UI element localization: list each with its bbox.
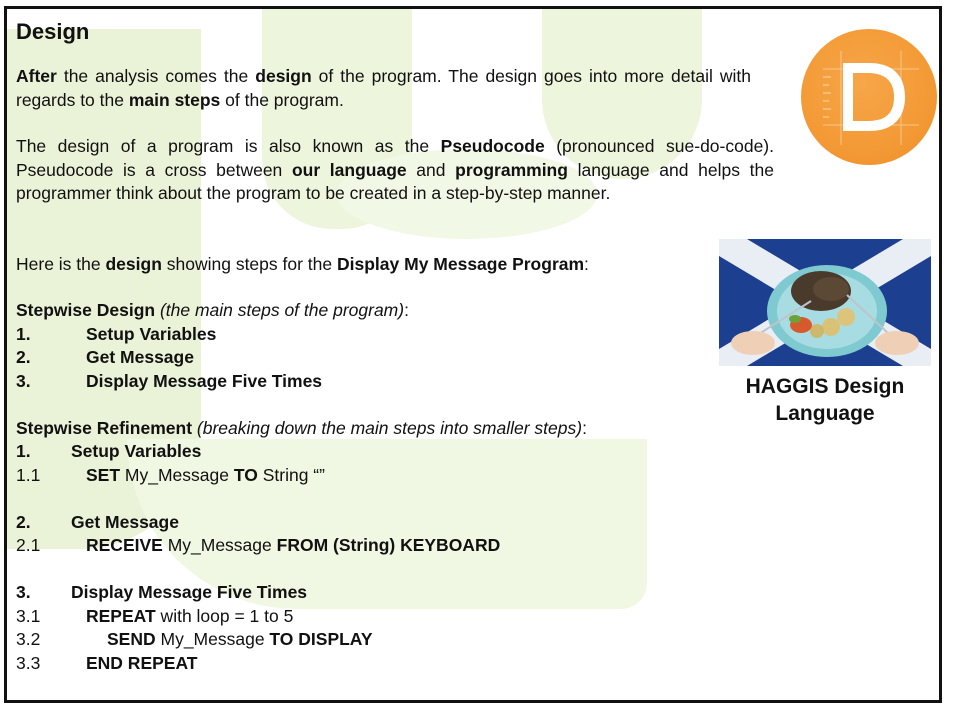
text-run: of the program. [220,89,344,110]
intro-paragraph-3 [16,253,716,277]
text-run: language and helps the programmer think about the program to be created in a step-by-step manner. [16,159,774,203]
text-run: : [584,254,589,274]
keyword: RECEIVE [86,535,163,555]
photo-caption [719,373,931,427]
keyword: SEND [107,629,156,649]
caption-line-1: HAGGIS Design [745,375,905,398]
page-title: Design [16,19,90,44]
stepwise-refinement-heading [16,417,587,440]
substep-number: 3.2 [16,629,41,649]
saltire-plate-image [719,239,931,366]
refinement-step [16,511,179,534]
step-number: 3. [16,582,31,602]
step-number: 1. [16,324,31,344]
text-run: Pseudocode [440,136,545,156]
text-run: After [16,66,57,86]
text-run: main steps [128,89,221,110]
intro-paragraph-1 [16,65,751,112]
keyword: TO [233,465,258,485]
text-run: Here is the [16,254,106,274]
code-text: My_Message [155,629,270,649]
keyword: TO DISPLAY [269,629,373,649]
stepwise-design-heading [16,299,409,322]
substep-number: 2.1 [16,535,41,555]
text-run: The design of a program is also known as the [16,136,441,156]
substep-number: 3.3 [16,653,41,673]
refinement-substep [16,464,325,487]
keyword: REPEAT [86,606,156,626]
code-text: My_Message [120,465,234,485]
refinement-step [16,440,201,463]
step-number: 2. [16,512,31,532]
text-run: programming [455,159,568,180]
step-label: Get Message [86,347,194,367]
page-frame [4,6,942,703]
caption-line-2: Language [775,402,875,425]
step-label: Get Message [71,512,179,532]
heading-bold: Stepwise Design [16,300,156,320]
text-run: Display My Message Program [337,254,585,274]
keyword: FROM (String) KEYBOARD [276,535,501,555]
heading-italic: (breaking down the main steps into smaller steps) [192,418,583,438]
text-run: of the program. The design goes into more detail with regards to the [16,66,752,110]
design-step [16,346,194,369]
keyword: END REPEAT [86,653,198,673]
step-number: 2. [16,347,31,367]
text-run: (pronounced sue-do-code). Pseudocode is a cross between [16,136,774,180]
heading-italic: (the main steps of the program) [155,300,405,320]
keyword: SET [86,465,121,485]
text-run: and [406,159,456,180]
refinement-substep [16,652,198,675]
refinement-substep [16,534,500,557]
step-number: 3. [16,371,31,391]
refinement-step [16,581,307,604]
text-run: our language [291,159,407,180]
text-run: design [105,254,162,274]
design-step [16,323,216,346]
intro-paragraph-2 [16,135,774,206]
heading-colon: : [404,300,409,320]
step-number: 1. [16,441,31,461]
text-run: showing steps for the [161,254,337,274]
refinement-substep [16,628,373,651]
haggis-plate-photo [719,239,931,366]
code-text: String “” [257,465,325,485]
text-run: design [255,66,312,86]
design-step [16,370,322,393]
step-label: Display Message Five Times [71,582,308,602]
logo-d-icon [801,29,937,165]
code-text: with loop = 1 to 5 [155,606,294,626]
step-label: Setup Variables [86,324,217,344]
substep-number: 3.1 [16,606,41,626]
refinement-substep [16,605,293,628]
haggis-logo-icon [801,29,937,165]
heading-bold: Stepwise Refinement [16,418,193,438]
text-run: the analysis comes the [56,66,256,86]
heading-colon: : [582,418,587,438]
step-label: Display Message Five Times [86,371,323,391]
code-text: My_Message [162,535,277,555]
step-label: Setup Variables [71,441,202,461]
substep-number: 1.1 [16,465,41,485]
